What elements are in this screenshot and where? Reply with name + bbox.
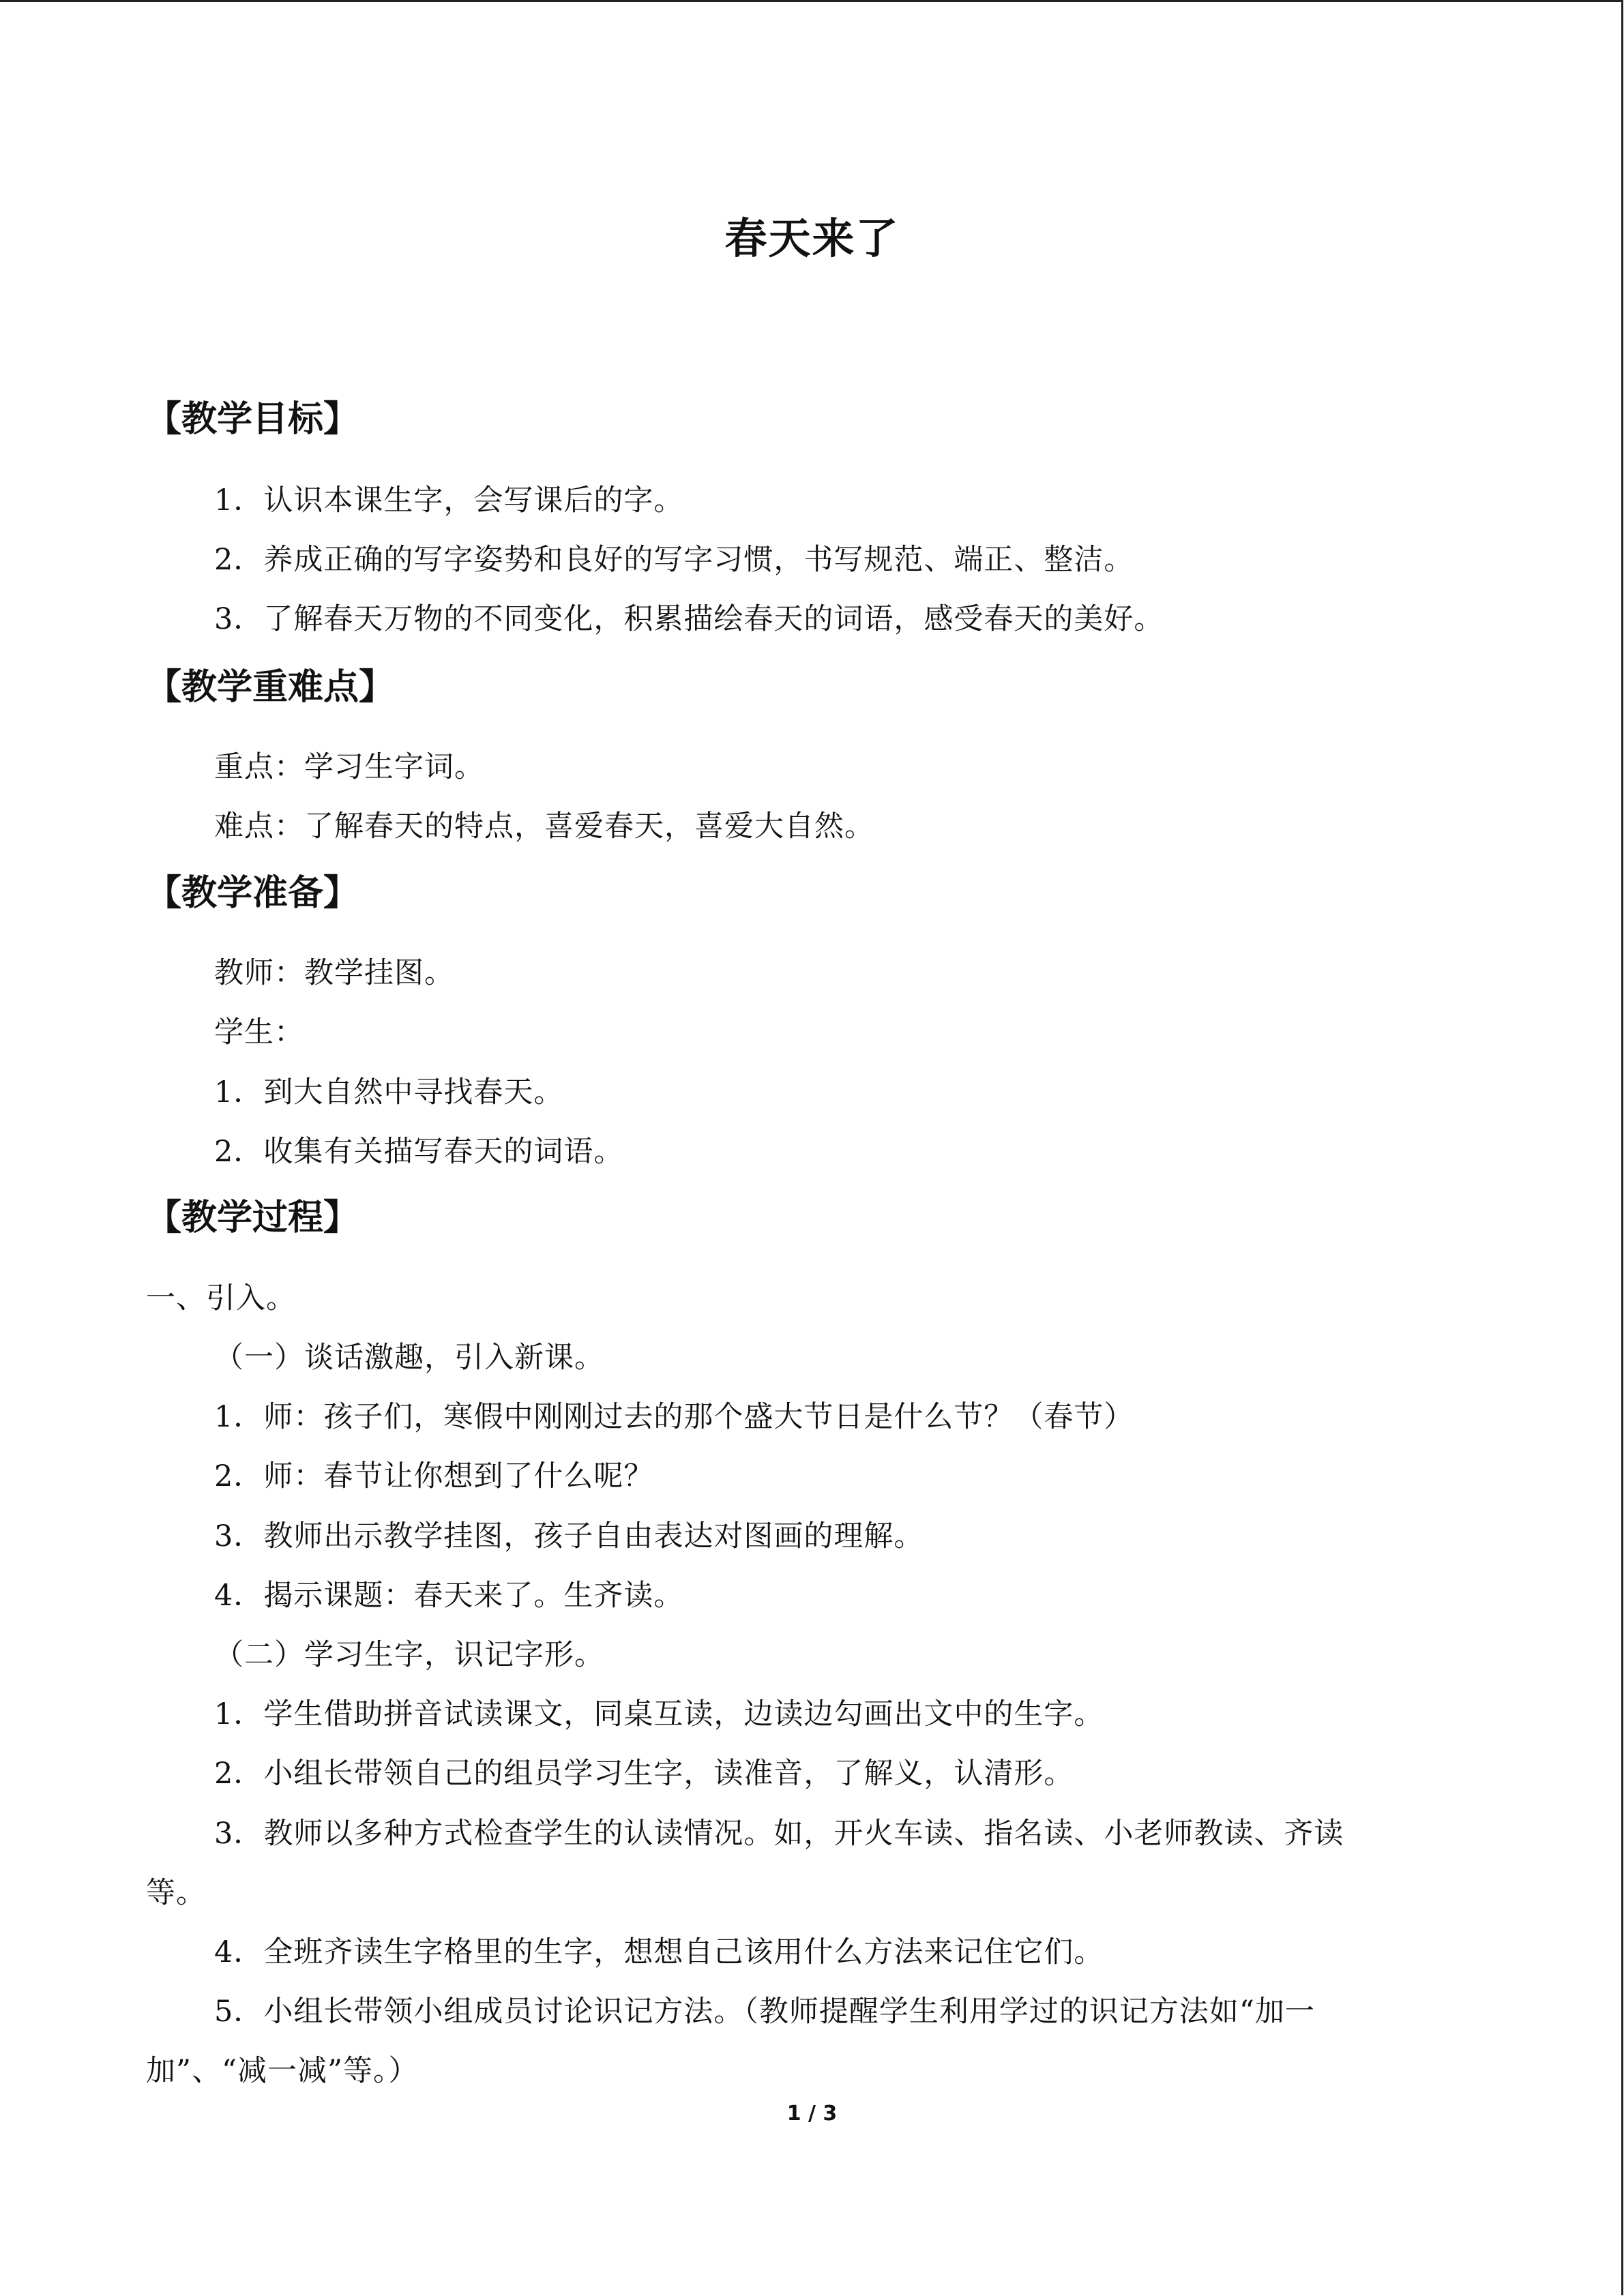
- page-number: 1 / 3: [786, 2102, 838, 2126]
- process-subsection-title: （二）学习生字，识记字形。: [214, 1638, 604, 1672]
- process-item: 4．全班齐读生字格里的生字，想想自己该用什么方法来记住它们。: [214, 1935, 1104, 1969]
- process-item: 1．师：孩子们，寒假中刚刚过去的那个盛大节日是什么节？（春节）: [214, 1400, 1134, 1434]
- preparation-item: 2．收集有关描写春天的词语。: [214, 1135, 624, 1169]
- process-item: 5．小组长带领小组成员讨论识记方法。（教师提醒学生利用学过的识记方法如“加一: [214, 1995, 1315, 2029]
- goal-item: 2．养成正确的写字姿势和良好的写字习惯，书写规范、端正、整洁。: [214, 543, 1134, 577]
- process-item: 3．教师以多种方式检查学生的认读情况。如，开火车读、指名读、小老师教读、齐读: [214, 1817, 1344, 1851]
- process-item-continuation: 加”、“减一减”等。）: [146, 2054, 419, 2088]
- process-item-continuation: 等。: [146, 1876, 206, 1910]
- heading-process: 【教学过程】: [146, 1197, 359, 1238]
- page-title: 春天来了: [724, 213, 900, 263]
- preparation-item: 教师：教学挂图。: [214, 956, 454, 990]
- process-item: 2．小组长带领自己的组员学习生字，读准音，了解义，认清形。: [214, 1757, 1074, 1791]
- process-subsection-title: （一）谈话激趣，引入新课。: [214, 1341, 604, 1375]
- goal-item: 1．认识本课生字，会写课后的字。: [214, 483, 684, 518]
- heading-key-points: 【教学重难点】: [146, 667, 395, 708]
- goal-item: 3．了解春天万物的不同变化，积累描绘春天的词语，感受春天的美好。: [214, 602, 1164, 636]
- process-item: 4．揭示课题：春天来了。生齐读。: [214, 1579, 684, 1613]
- heading-goals: 【教学目标】: [146, 399, 359, 440]
- process-item: 3．教师出示教学挂图，孩子自由表达对图画的理解。: [214, 1519, 924, 1553]
- heading-preparation: 【教学准备】: [146, 873, 359, 914]
- preparation-item: 1．到大自然中寻找春天。: [214, 1075, 564, 1109]
- process-part-title: 一、引入。: [146, 1281, 296, 1315]
- key-point-item: 重点：学习生字词。: [214, 750, 484, 784]
- process-item: 2．师：春节让你想到了什么呢？: [214, 1459, 654, 1493]
- preparation-item: 学生：: [214, 1015, 304, 1049]
- key-point-item: 难点：了解春天的特点，喜爱春天，喜爱大自然。: [214, 809, 874, 844]
- process-item: 1．学生借助拼音试读课文，同桌互读，边读边勾画出文中的生字。: [214, 1697, 1104, 1731]
